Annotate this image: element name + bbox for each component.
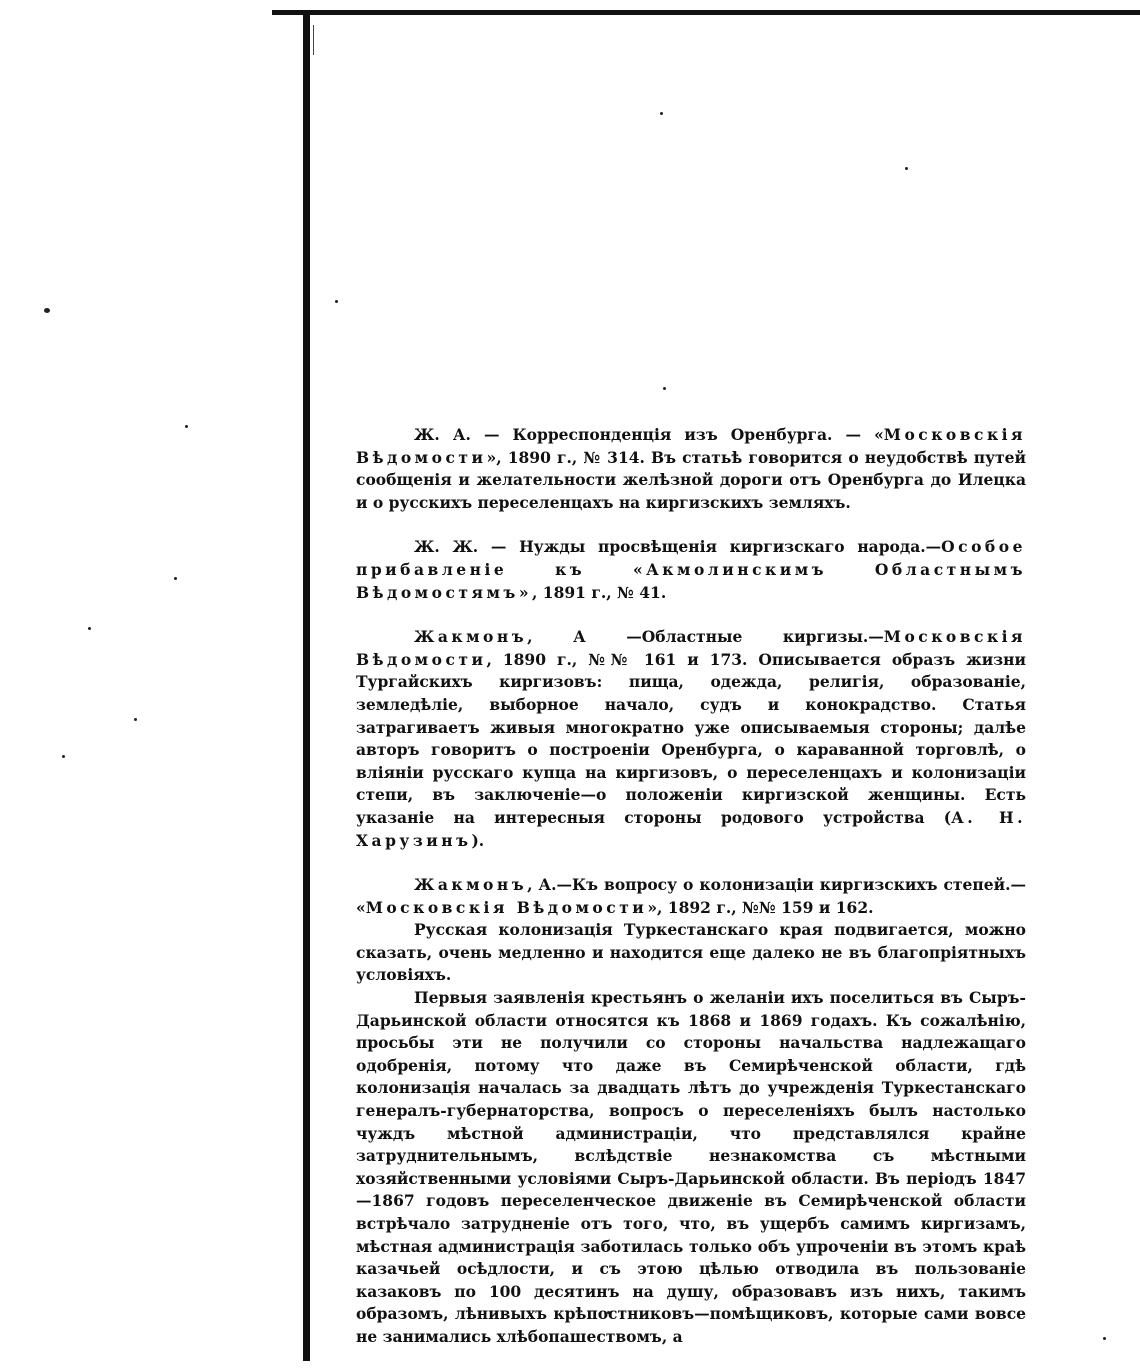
- entry-details: , 1890 г., №№ 161 и 173. Описывается образъ жизни Тургайскихъ киргизовъ: пища, одежда, религія, образованіе, земледѣліе, выборное начало, судъ и конокрадство. Статья затрагиваетъ живыя многократно уже описываемыя стороны; далѣе авторъ говоритъ о построеніи Оренбурга, о караванной торговлѣ, о вліяніи русскаго купца на киргизовъ, о переселенцахъ и колонизаціи степи, въ заключеніе—о положеніи киргизской женщины. Есть указаніе на интересныя стороны родового устройства (: [356, 649, 1026, 827]
- scan-speck: [335, 300, 338, 303]
- entry-source: Московскія Вѣдомости: [365, 897, 648, 917]
- entry-author: Жакмонъ: [414, 875, 528, 895]
- entry-source: Особое прибавленіе къ «Акмолинскимъ Областнымъ Вѣдомостямъ»: [356, 537, 1026, 602]
- scan-speck: [134, 718, 137, 721]
- bibliography-entry: [356, 536, 1026, 604]
- scan-speck: [1103, 1337, 1106, 1340]
- entry-source: Московскія Вѣдомости: [356, 425, 1026, 467]
- bibliography-entry: [356, 626, 1026, 852]
- page-spine-line: [303, 12, 310, 1361]
- entry-paragraph: [356, 424, 1026, 514]
- entry-author: Ж. Ж.: [414, 537, 479, 557]
- entry-title: , А.—Къ вопросу о колонизаціи киргизскихъ степей.— «: [356, 875, 1026, 917]
- entry-body-paragraph: Первыя заявленія крестьянъ о желаніи ихъ поселиться въ Сыръ-Дарьинской области относятся къ 1868 и 1869 годахъ. Къ сожалѣнію, просьбы эти не получили со стороны начальства надлежащаго одобренія, потому что даже въ Семирѣченской области, гдѣ колонизація началась за двадцать лѣтъ до учрежденія Туркестанскаго генералъ-губернаторства, вопросъ о переселеніяхъ былъ настолько чуждъ мѣстной администраціи, что представлялся крайне затруднительнымъ, вслѣдствіе незнакомства съ мѣстными хозяйственными условіями Сыръ-Дарьинской области. Въ періодъ 1847—1867 годовъ переселенческое движеніе въ Семирѣченской области встрѣчало затрудненіе отъ того, что, въ ущербъ самимъ киргизамъ, мѣстная администрація заботилась только объ упроченіи въ этомъ краѣ казачьей осѣдлости, и съ этою цѣлью отводила въ пользованіе казаковъ по 100 десятинъ на душу, образовавъ изъ нихъ, такимъ образомъ, лѣнивыхъ крѣпостниковъ—помѣщиковъ, которые сами вовсе не занимались хлѣбопашествомъ, а: [356, 988, 1026, 1346]
- entry-title: — Корреспонденція изъ Оренбурга. — «: [470, 425, 884, 444]
- entry-author: Жакмонъ: [414, 627, 528, 647]
- entry-paragraph: [356, 874, 1026, 919]
- entry-body-paragraph: Русская колонизація Туркестанскаго края подвигается, можно сказать, очень медленно и находится еще далеко не въ благопріятныхъ условіяхъ.: [356, 920, 1026, 985]
- scan-speck: [660, 112, 663, 115]
- entry-details-end: ).: [471, 830, 485, 850]
- entry-author: Ж. А.: [414, 425, 471, 444]
- scan-speck: [44, 308, 50, 313]
- entry-paragraph: [356, 626, 1026, 852]
- scan-speck: [905, 167, 908, 170]
- entry-details: , 1891 г., № 41.: [532, 582, 667, 602]
- scan-speck: [663, 387, 666, 390]
- spine-hairline: [313, 25, 314, 55]
- entry-title: , А —Областные киргизы.—: [527, 627, 884, 647]
- entry-details: », 1890 г., № 314. Въ статьѣ говорится о неудобствѣ путей сообщенія и желательности желѣзной дороги отъ Оренбурга до Илецка и о русскихъ переселенцахъ на киргизскихъ земляхъ.: [356, 447, 1026, 512]
- top-binding-rule: [272, 10, 1140, 15]
- bibliography-column: [356, 424, 1026, 1371]
- bibliography-entry: [356, 874, 1026, 1348]
- scan-speck: [88, 627, 91, 630]
- scan-speck: [174, 577, 177, 580]
- scan-speck: [185, 425, 188, 428]
- entry-reviewer: А. Н. Харузинъ: [356, 807, 1026, 850]
- bibliography-entry: [356, 424, 1026, 514]
- entry-title: — Нужды просвѣщенія киргизскаго народа.—: [478, 537, 942, 557]
- entry-details: », 1892 г., №№ 159 и 162.: [647, 897, 874, 917]
- entry-source: Московскія Вѣдомости: [356, 627, 1026, 669]
- entry-paragraph: [356, 536, 1026, 604]
- scan-speck: [62, 755, 65, 758]
